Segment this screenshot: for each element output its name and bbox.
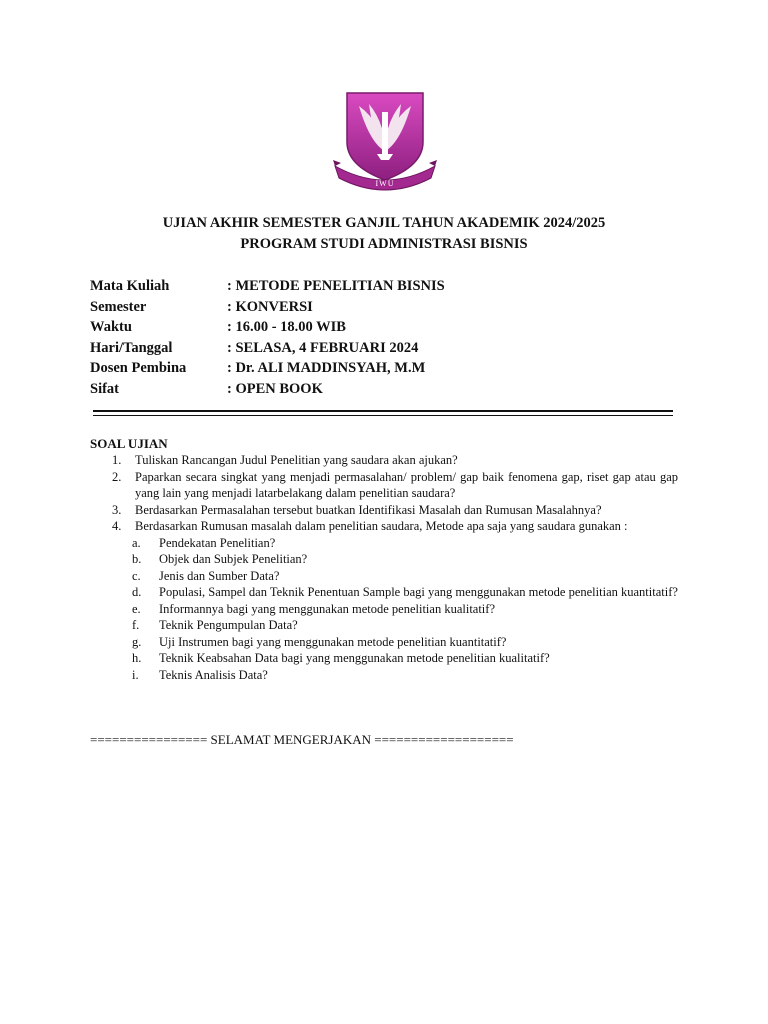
info-label: Waktu — [90, 319, 132, 335]
info-value: : Dr. ALI MADDINSYAH, M.M — [227, 360, 426, 376]
question-item — [90, 469, 678, 502]
sub-question-item — [132, 601, 678, 618]
question-item — [90, 518, 678, 683]
sub-question-letter: i. — [132, 667, 139, 682]
question-number: 4. — [112, 519, 122, 533]
sub-question-letter: g. — [132, 634, 142, 649]
double-rule-bottom — [93, 415, 673, 416]
question-item — [90, 502, 678, 519]
info-value: : OPEN BOOK — [227, 380, 323, 397]
sub-question-text: Teknis Analisis Data? — [159, 667, 268, 682]
info-value: : SELASA, 4 FEBRUARI 2024 — [227, 339, 419, 356]
info-label: Hari/Tanggal — [90, 339, 173, 356]
sub-question-item — [132, 584, 678, 601]
sub-question-item — [132, 650, 678, 667]
sub-question-text: Populasi, Sampel dan Teknik Penentuan Sample bagi yang menggunakan metode penelitian kuantitatif? — [159, 585, 678, 599]
sub-question-text: Uji Instrumen bagi yang menggunakan metode penelitian kuantitatif? — [159, 634, 507, 649]
sub-question-letter: b. — [132, 552, 142, 566]
sub-question-item — [132, 617, 678, 634]
question-number: 1. — [112, 453, 122, 467]
soal-heading: SOAL UJIAN — [90, 436, 168, 451]
sub-question-text: Objek dan Subjek Penelitian? — [159, 552, 308, 566]
question-text: Tuliskan Rancangan Judul Penelitian yang saudara akan ajukan? — [135, 453, 458, 467]
sub-question-text: Teknik Pengumpulan Data? — [159, 618, 298, 632]
double-rule-top — [93, 410, 673, 412]
sub-question-list — [132, 535, 678, 684]
sub-question-item — [132, 667, 678, 684]
sub-question-letter: c. — [132, 568, 141, 583]
sub-question-letter: d. — [132, 585, 142, 599]
sub-question-text: Informannya bagi yang menggunakan metode penelitian kualitatif? — [159, 601, 495, 616]
sub-question-text: Pendekatan Penelitian? — [159, 535, 276, 550]
sub-question-letter: a. — [132, 535, 141, 550]
question-item — [90, 452, 678, 469]
sub-question-letter: f. — [132, 618, 140, 632]
question-list — [90, 452, 678, 683]
info-label: Sifat — [90, 380, 119, 397]
info-label: Mata Kuliah — [90, 278, 170, 294]
sub-question-letter: h. — [132, 651, 142, 665]
closing-line: ================ SELAMAT MENGERJAKAN =================== — [90, 732, 514, 747]
info-value: : KONVERSI — [227, 298, 313, 315]
info-value: : METODE PENELITIAN BISNIS — [227, 278, 445, 294]
exam-title: UJIAN AKHIR SEMESTER GANJIL TAHUN AKADEMIK 2024/2025 — [162, 215, 606, 231]
question-number: 2. — [112, 469, 122, 484]
sub-question-item — [132, 535, 678, 552]
sub-question-item — [132, 568, 678, 585]
sub-question-item — [132, 634, 678, 651]
question-number: 3. — [112, 502, 122, 517]
sub-question-text: Jenis dan Sumber Data? — [159, 568, 280, 583]
question-text: Berdasarkan Rumusan masalah dalam penelitian saudara, Metode apa saja yang saudara gunakan : — [135, 519, 628, 533]
info-label: Semester — [90, 298, 147, 315]
sub-question-letter: e. — [132, 601, 141, 616]
question-text: Paparkan secara singkat yang menjadi permasalahan/ problem/ gap baik fenomena gap, riset gap atau gap yang lain yang menjadi latarbelakang dalam penelitian saudara? — [135, 469, 678, 500]
university-logo — [333, 90, 437, 194]
sub-question-text: Teknik Keabsahan Data bagi yang menggunakan metode penelitian kualitatif? — [159, 651, 550, 665]
program-title: PROGRAM STUDI ADMINISTRASI BISNIS — [240, 236, 528, 252]
sub-question-item — [132, 551, 678, 568]
logo-text: IWU — [375, 179, 395, 188]
info-label: Dosen Pembina — [90, 360, 187, 376]
info-value: : 16.00 - 18.00 WIB — [227, 319, 346, 335]
question-text: Berdasarkan Permasalahan tersebut buatkan Identifikasi Masalah dan Rumusan Masalahnya? — [135, 502, 602, 517]
